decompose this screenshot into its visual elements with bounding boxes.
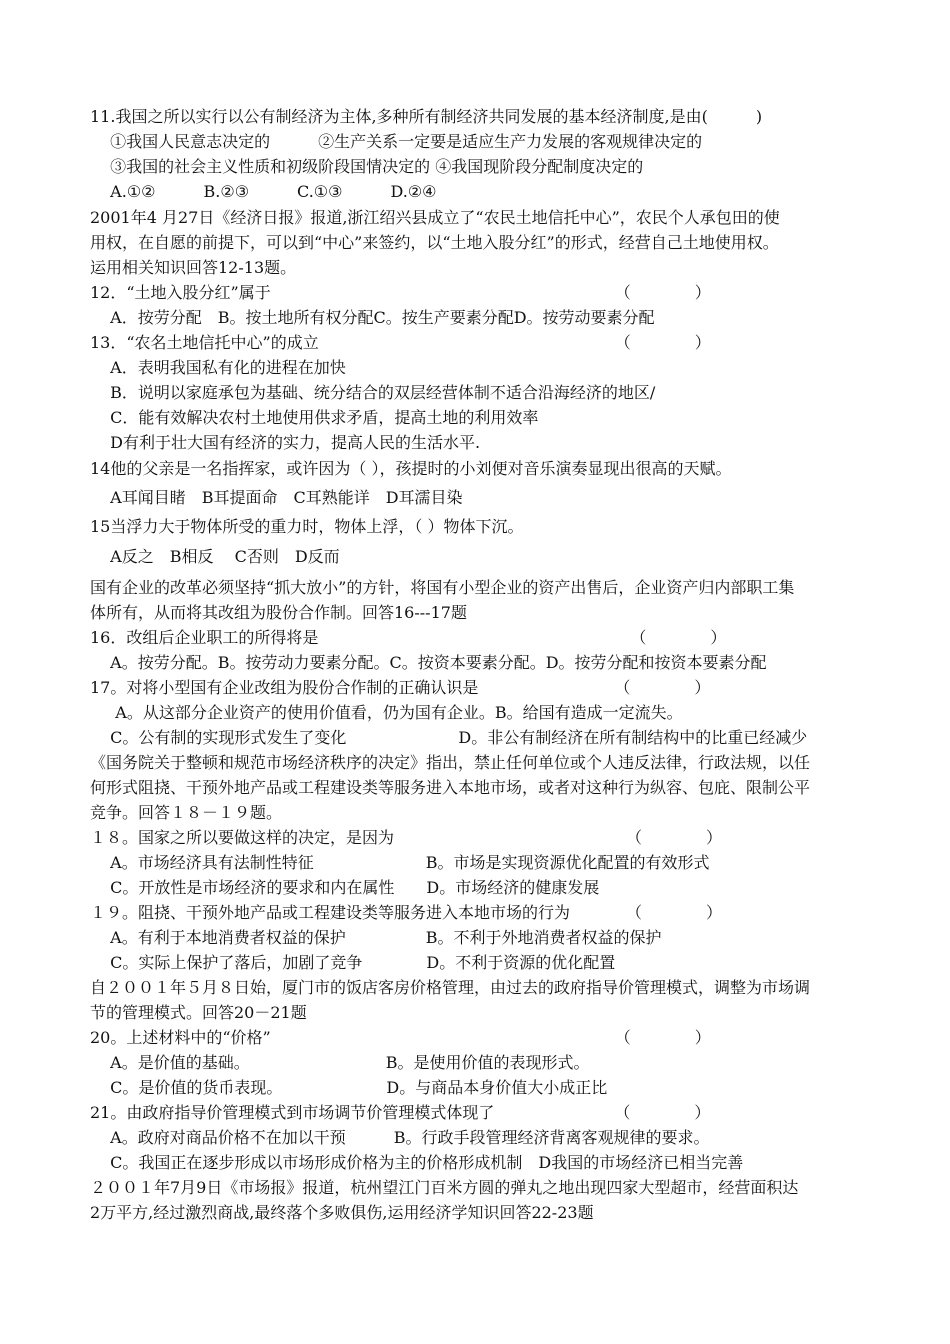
passage-12-13-line3: 运用相关知识回答12-13题。 bbox=[90, 258, 297, 277]
passage-16-17-line1: 国有企业的改革必须坚持“抓大放小”的方针，将国有小型企业的资产出售后，企业资产归内部职工集 bbox=[90, 578, 795, 597]
question-20-choices-ab: A。是价值的基础。 B。是使用价值的表现形式。 bbox=[100, 1053, 590, 1072]
question-18-stem: １８。国家之所以要做这样的决定，是因为 （ ） bbox=[90, 828, 723, 847]
question-17-choices-cd: C。公有制的实现形式发生了变化 D。非公有制经济在所有制结构中的比重已经减少 bbox=[100, 728, 808, 747]
passage-12-13-line2: 用权，在自愿的前提下，可以到“中心”来签约，以“土地入股分红”的形式，经营自己土地使用权。 bbox=[90, 233, 779, 252]
passage-20-21-line1: 自２００１年５月８日始，厦门市的饭店客房价格管理，由过去的政府指导价管理模式，调整为市场调 bbox=[90, 978, 811, 997]
question-11-options-row1: ①我国人民意志决定的 ②生产关系一定要是适应生产力发展的客观规律决定的 bbox=[100, 132, 703, 151]
question-19-choices-cd: C。实际上保护了落后，加剧了竞争 D。不利于资源的优化配置 bbox=[100, 953, 616, 972]
question-16-stem: 16．改组后企业职工的所得将是 （ ） bbox=[90, 628, 727, 647]
question-18-choices-ab: A。市场经济具有法制性特征 B。市场是实现资源优化配置的有效形式 bbox=[100, 853, 710, 872]
question-20-stem: 20。上述材料中的“价格” （ ） bbox=[90, 1028, 711, 1047]
question-12-choices: A．按劳分配 B。按土地所有权分配C。按生产要素分配D。按劳动要素分配 bbox=[100, 308, 655, 327]
passage-20-21-line2: 节的管理模式。回答20－21题 bbox=[90, 1003, 307, 1022]
question-11-stem: 11.我国之所以实行以公有制经济为主体,多种所有制经济共同发展的基本经济制度,是由( ) bbox=[90, 107, 763, 126]
question-21-choices-ab: A。政府对商品价格不在加以干预 B。行政手段管理经济背离客观规律的要求。 bbox=[100, 1128, 710, 1147]
question-13-choice-b: B．说明以家庭承包为基础、统分结合的双层经营体制不适合沿海经济的地区/ bbox=[100, 383, 656, 402]
question-14-choices: A耳闻目睹 B耳提面命 C耳熟能详 D耳濡目染 bbox=[100, 488, 463, 507]
question-11-choices: A.①② B.②③ C.①③ D.②④ bbox=[100, 182, 437, 201]
question-18-choices-cd: C。开放性是市场经济的要求和内在属性 D。市场经济的健康发展 bbox=[100, 878, 600, 897]
question-14-stem: 14他的父亲是一名指挥家，或许因为（ ），孩提时的小刘便对音乐演奏显现出很高的天赋。 bbox=[90, 459, 732, 478]
passage-16-17-line2: 体所有，从而将其改组为股份合作制。回答16---17题 bbox=[90, 603, 467, 622]
question-13-choice-c: C．能有效解决农村土地使用供求矛盾，提高土地的利用效率 bbox=[100, 408, 539, 427]
passage-22-23-line1: ２００１年7月9日《市场报》报道，杭州望江门百米方圆的弹丸之地出现四家大型超市，经营面积达 bbox=[90, 1178, 799, 1197]
question-13-choice-d: D有利于壮大国有经济的实力，提高人民的生活水平. bbox=[100, 433, 481, 452]
question-12-stem: 12．“土地入股分红”属于 （ ） bbox=[90, 283, 711, 302]
question-21-stem: 21。由政府指导价管理模式到市场调节价管理模式体现了 （ ） bbox=[90, 1103, 711, 1122]
passage-22-23-line2: 2万平方,经过激烈商战,最终落个多败俱伤,运用经济学知识回答22-23题 bbox=[90, 1203, 594, 1222]
question-16-choices: A。按劳分配。B。按劳动力要素分配。C。按资本要素分配。D。按劳分配和按资本要素分配 bbox=[100, 653, 767, 672]
passage-18-19-line3: 竞争。回答１８－１９题。 bbox=[90, 803, 283, 822]
question-15-stem: 15当浮力大于物体所受的重力时，物体上浮，（ ）物体下沉。 bbox=[90, 517, 524, 536]
question-19-choices-ab: A。有利于本地消费者权益的保护 B。不利于外地消费者权益的保护 bbox=[100, 928, 662, 947]
question-15-choices: A反之 B相反 C否则 D反而 bbox=[100, 547, 340, 566]
question-17-choices-ab: A。从这部分企业资产的使用价值看，仍为国有企业。B。给国有造成一定流失。 bbox=[100, 703, 683, 722]
question-21-choices-cd: C。我国正在逐步形成以市场形成价格为主的价格形成机制 D我国的市场经济已相当完善 bbox=[100, 1153, 744, 1172]
passage-12-13-line1: 2001年4 月27日《经济日报》报道,浙江绍兴县成立了“农民土地信托中心”，农民个人承包田的使 bbox=[90, 208, 780, 227]
question-13-choice-a: A．表明我国私有化的进程在加快 bbox=[100, 358, 346, 377]
passage-18-19-line1: 《国务院关于整顿和规范市场经济秩序的决定》指出，禁止任何单位或个人违反法律，行政法规，以任 bbox=[90, 753, 811, 772]
question-17-stem: 17。对将小型国有企业改组为股份合作制的正确认识是 （ ） bbox=[90, 678, 711, 697]
passage-18-19-line2: 何形式阻挠、干预外地产品或工程建设类等服务进入本地市场，或者对这种行为纵容、包庇、限制公平 bbox=[90, 778, 811, 797]
question-11-options-row2: ③我国的社会主义性质和初级阶段国情决定的 ④我国现阶段分配制度决定的 bbox=[100, 157, 644, 176]
question-13-stem: 13．“农名土地信托中心”的成立 （ ） bbox=[90, 333, 711, 352]
question-20-choices-cd: C。是价值的货币表现。 D。与商品本身价值大小成正比 bbox=[100, 1078, 608, 1097]
question-19-stem: １９。阻挠、干预外地产品或工程建设类等服务进入本地市场的行为 （ ） bbox=[90, 903, 723, 922]
